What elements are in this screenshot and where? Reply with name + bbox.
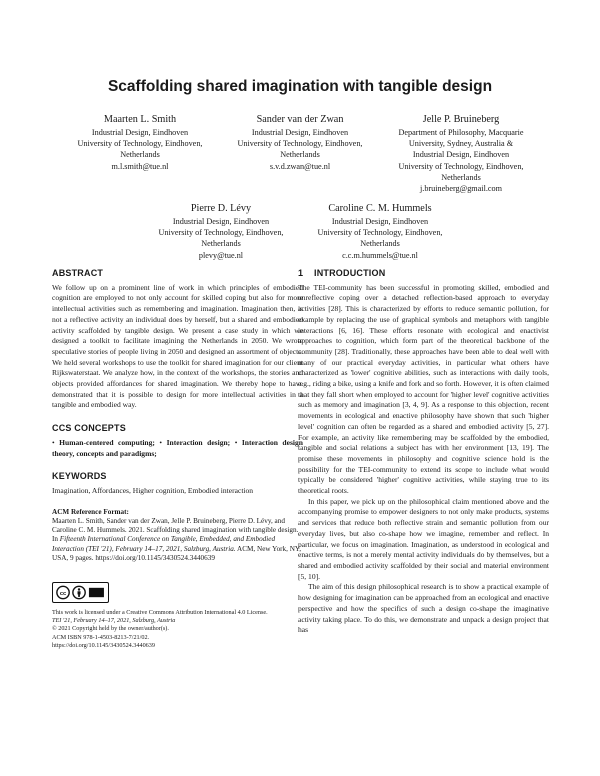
author-affiliation: Netherlands (360, 239, 400, 249)
reference-text (52, 517, 303, 564)
keywords-heading: KEYWORDS (52, 471, 107, 482)
reference-heading: ACM Reference Format: (52, 507, 129, 516)
creative-commons-logo (52, 582, 109, 603)
bullet: • (52, 437, 55, 447)
bullet: • (159, 437, 163, 447)
body-paragraph: The aim of this design philosophical research is to show a practical example of how designing for imagination can be approached from an ecological and enactive perspective and how the specifics of such a design co-shape the imaginative activity taking place. To do this, we demonstrate and unpack a design project that has (298, 582, 549, 635)
section-number: 1 (298, 268, 304, 278)
author-email: s.v.d.zwan@tue.nl (269, 161, 331, 171)
license-copyright: © 2021 Copyright held by the owner/author(s). (52, 625, 169, 633)
author-affiliation: University of Technology, Eindhoven, (237, 139, 363, 149)
author-email: plevy@tue.nl (198, 250, 244, 260)
author-name: Pierre D. Lévy (190, 203, 252, 214)
author-affiliation: Department of Philosophy, Macquarie (398, 128, 524, 137)
right-column (298, 268, 549, 636)
author-email: m.l.smith@tue.nl (111, 161, 169, 171)
license-isbn: ACM ISBN 978-1-4503-8213-7/21/02. (52, 633, 150, 641)
author-affiliation: Industrial Design, Eindhoven (172, 217, 270, 226)
author-affiliation: University of Technology, Eindhoven, (317, 228, 443, 238)
license-doi: https://doi.org/10.1145/3430524.3440639 (52, 641, 155, 649)
body-paragraph: In this paper, we pick up on the philosophical claim mentioned above and the accompanying promise to empower designers to not only make products, systems and services that reduce both reflective strain and semantic pollution from our everyday lives, but also co-shape how we imagine, remember and reflect. In particular, we focus on imagination. Imagination, as understood in ecological and enactive terms, is not a merely mental activity individuals do by themselves, but a shared and embodied activity scaffolded by their social and material environment [5, 10]. (298, 496, 549, 581)
author-email: c.c.m.hummels@tue.nl (342, 250, 418, 260)
left-column (52, 268, 303, 650)
paper-title: Scaffolding shared imagination with tangible design (107, 78, 493, 95)
attribution-icon (72, 585, 86, 600)
author-affiliation: Industrial Design, Eindhoven (331, 217, 429, 226)
cc-logo-text: cc (59, 590, 67, 597)
author-block (285, 202, 475, 261)
author-affiliation: Netherlands (441, 172, 481, 182)
ccs-concepts (52, 438, 303, 459)
ccs-heading: CCS CONCEPTS (52, 423, 126, 434)
author-affiliation: University of Technology, Eindhoven, (398, 161, 524, 171)
author-affiliation: Industrial Design, Eindhoven (91, 128, 189, 137)
author-affiliation: Netherlands (201, 239, 241, 249)
license-text (52, 609, 303, 650)
ccs-item: Interaction design; (166, 437, 231, 447)
license-statement: This work is licensed under a Creative Commons Attribution International 4.0 License. (52, 608, 268, 616)
keywords-text: Imagination, Affordances, Higher cognition, Embodied interaction (52, 485, 254, 495)
cc-circle-icon (56, 585, 70, 600)
body-paragraph: The TEI-community has been successful in promoting skilled, embodied and unreflective coping over a detached reflection-based approach to everyday activities [28]. This is characterized by efforts to reduce semantic pollution, for example by replacing the use of graphical symbols and metaphors with tangible interactions [6, 16]. These efforts resonate with ecological and enactivist approaches to cognition, which form part of the theoretical backbone of the community [28]. Traditionally, these approaches have been able to deal well with many of our practical everyday activities, in particular what others have characterized as 'lower' cognitive abilities, such as interactions with daily tools, e.g., riding a bike, using a knife and fork and so forth. However, it is often claimed that they fall short when employed to account for 'higher level' cognitive activities such as memory and imagination [3, 4, 9]. As a response to this objection, recent movements in ecological and enactive philosophy have shown that such 'higher level' cognition can often be regarded as a shared and embodied activity [5, 27]. For example, an activity like remembering may be scaffolded by the embodied, tangible and social relations a subject has with her environment [13, 19]. The promise these movements in philosophy and cognitive science hold is the possibility for the TEI-community to extend its scope to include what would typically be considered 'higher' cognitive activities, while staying true to its theoretical roots. (298, 282, 549, 496)
section-title: INTRODUCTION (314, 268, 386, 278)
author-affiliation: University, Sydney, Australia & (408, 139, 514, 149)
license-venue: TEI '21, February 14–17, 2021, Salzburg, Austria (52, 616, 176, 624)
author-affiliation: Netherlands (120, 150, 160, 160)
author-affiliation: Industrial Design, Eindhoven (412, 150, 510, 160)
license-block (52, 582, 303, 650)
ccs-item: Interaction design theory, concepts and paradigms; (52, 437, 303, 458)
abstract-heading: ABSTRACT (52, 268, 104, 278)
author-name: Jelle P. Bruineberg (422, 114, 500, 125)
license-badge-icon (88, 585, 105, 600)
reference-authors: Maarten L. Smith, Sander van der Zwan, Jelle P. Bruineberg, Pierre D. Lévy, and Caroline C. M. Hummels. 2021. Scaffolding shared imagination with tangible design. In (52, 516, 299, 544)
author-affiliation: Industrial Design, Eindhoven (251, 128, 349, 137)
ccs-item: Human-centered computing; (59, 437, 155, 447)
reference-venue: Fifteenth International Conference on Tangible, Embedded, and Embodied Interaction (TEI '21), February 14–17, 2021, Salzburg, Austria. (52, 535, 276, 553)
abstract-text: We follow up on a prominent line of work in which principles of embodied cognition are employed to not only account for skilled coping but also for more intellectual activities such as remembering and imagination. Imagination then, is not a reflective activity an individual does by herself, but a shared and embodied activity scaffolded by tangible design. We present a case study in which we designed a toolkit to facilitate imagining the Netherlands in 2050. We wrote speculative stories of people living in 2050 and designed an assortment of objects. We held several workshops to use the toolkit for shared imagination for our client Rijkswaterstaat. We analyze how, in the context of the workshops, the stories and objects provided affordances for shared imagination. We thereby hope to have demonstrated that it is possible to design for more intellectual activities in a tangible and embodied way. (52, 282, 303, 410)
bullet: • (234, 437, 238, 447)
author-block (366, 113, 556, 194)
reference-publisher: ACM, New York, NY, USA, 9 pages. https://doi.org/10.1145/3430524.3440639 (52, 544, 301, 563)
author-name: Maarten L. Smith (103, 114, 177, 125)
author-affiliation: University of Technology, Eindhoven, (77, 139, 203, 149)
author-name: Caroline C. M. Hummels (328, 203, 432, 214)
author-email: j.bruineberg@gmail.com (420, 184, 502, 194)
introduction-heading (298, 268, 549, 279)
author-affiliation: University of Technology, Eindhoven, (158, 228, 284, 238)
author-name: Sander van der Zwan (256, 114, 344, 125)
author-affiliation: Netherlands (280, 150, 320, 160)
